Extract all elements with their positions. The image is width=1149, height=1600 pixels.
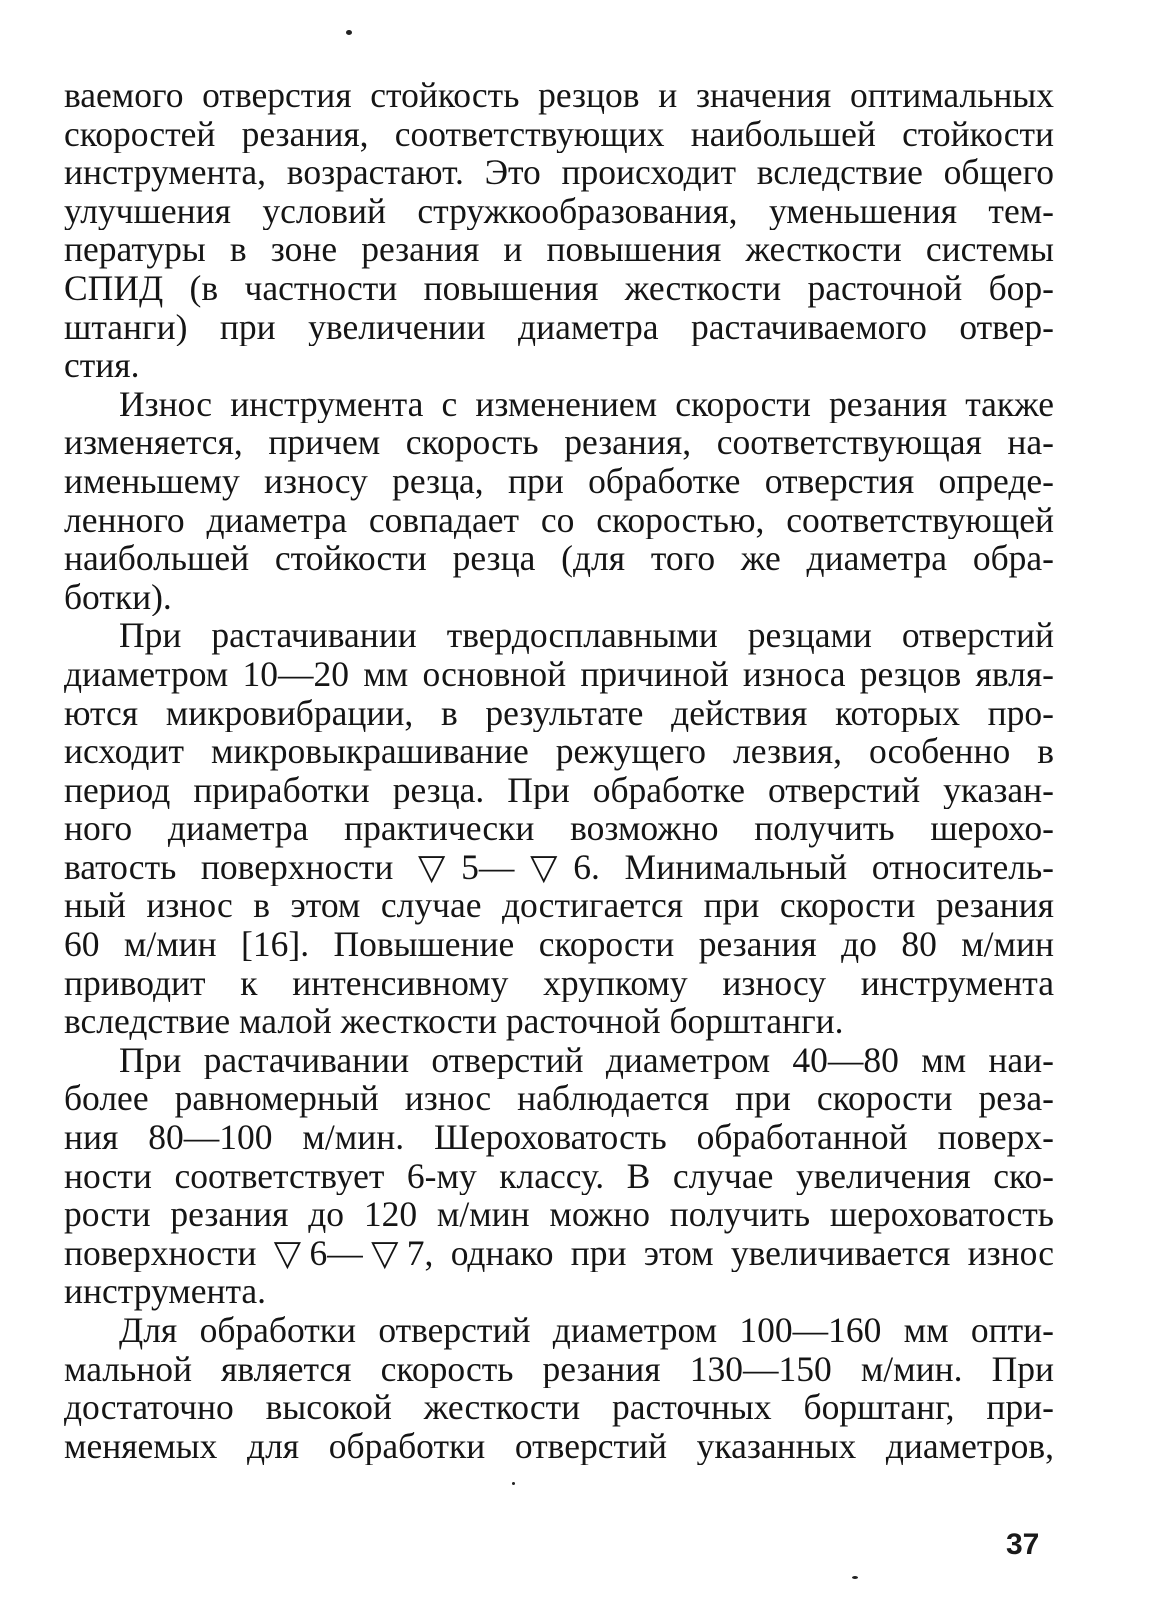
- text-line: период приработки резца. При обработке отверстий указан-: [64, 770, 1054, 810]
- text-line: При растачивании твердосплавными резцами отверстий: [119, 616, 1054, 655]
- paragraph: [64, 1041, 1054, 1311]
- text-line: ются микровибрации, в результате действия которых про-: [64, 693, 1054, 733]
- text-line: ный износ в этом случае достигается при скорости резания: [64, 886, 1054, 926]
- text-line: стия.: [64, 346, 140, 385]
- text-line: инструмента, возрастают. Это происходит вследствие общего: [64, 153, 1054, 192]
- text-line: ваемого отверстия стойкость резцов и значения оптимальных: [64, 76, 1054, 115]
- text-line: именьшему износу резца, при обработке отверстия опреде-: [64, 461, 1054, 501]
- text-line: изменяется, причем скорость резания, соответствующая на-: [64, 423, 1054, 462]
- text-line: диаметром 10—20 мм основной причиной износа резцов явля-: [64, 654, 1054, 694]
- text-line: меняемых для обработки отверстий указанных диаметров,: [64, 1426, 1054, 1466]
- text-line: скоростей резания, соответствующих наибольшей стойкости: [64, 114, 1054, 154]
- paragraph: [64, 616, 1054, 1041]
- text-line: ности соответствует 6-му классу. В случае увеличения ско-: [64, 1156, 1054, 1196]
- body-text: [64, 76, 1054, 1465]
- paragraph: [64, 385, 1054, 617]
- print-speck: [346, 30, 352, 35]
- page-number: 37: [1006, 1528, 1040, 1561]
- text-line: более равномерный износ наблюдается при скорости реза-: [64, 1079, 1054, 1119]
- text-line: штанги) при увеличении диаметра растачиваемого отвер-: [64, 307, 1054, 347]
- text-line: пературы в зоне резания и повышения жесткости системы: [64, 230, 1054, 269]
- text-line: улучшения условий стружкообразования, уменьшения тем-: [64, 191, 1054, 231]
- text-line: исходит микровыкрашивание режущего лезвия, особенно в: [64, 732, 1054, 771]
- text-line: приводит к интенсивному хрупкому износу инструмента: [64, 963, 1054, 1003]
- text-line: Для обработки отверстий диаметром 100—160 мм опти-: [119, 1311, 1054, 1350]
- text-line: Износ инструмента с изменением скорости резания также: [119, 384, 1054, 424]
- text-line: СПИД (в частности повышения жесткости расточной бор-: [64, 268, 1054, 308]
- text-line: рости резания до 120 м/мин можно получить шероховатость: [64, 1195, 1054, 1234]
- text-line: ленного диаметра совпадает со скоростью, соответствующей: [64, 500, 1054, 540]
- text-line: мальной является скорость резания 130—150 м/мин. При: [64, 1349, 1054, 1389]
- text-line: ного диаметра практически возможно получить шерохо-: [64, 809, 1054, 848]
- text-line: ния 80—100 м/мин. Шероховатость обработанной поверх-: [64, 1118, 1054, 1157]
- text-line: наибольшей стойкости резца (для того же диаметра обра-: [64, 539, 1054, 578]
- paragraph: [64, 76, 1054, 385]
- text-line: достаточно высокой жесткости расточных борштанг, при-: [64, 1388, 1054, 1427]
- text-line: ботки).: [64, 577, 172, 617]
- paragraph: [64, 1311, 1054, 1465]
- text-line: вследствие малой жесткости расточной борштанги.: [64, 1002, 844, 1041]
- text-line: ватость поверхности ▽5—▽6. Минимальный относитель-: [64, 847, 1054, 887]
- text-line: поверхности ▽6—▽7, однако при этом увеличивается износ: [64, 1233, 1054, 1273]
- text-line: При растачивании отверстий диаметром 40—80 мм наи-: [119, 1040, 1054, 1080]
- print-speck: [512, 1482, 515, 1485]
- text-line: 60 м/мин [16]. Повышение скорости резания до 80 м/мин: [64, 925, 1054, 964]
- print-speck: [852, 1576, 858, 1579]
- text-line: инструмента.: [64, 1272, 267, 1311]
